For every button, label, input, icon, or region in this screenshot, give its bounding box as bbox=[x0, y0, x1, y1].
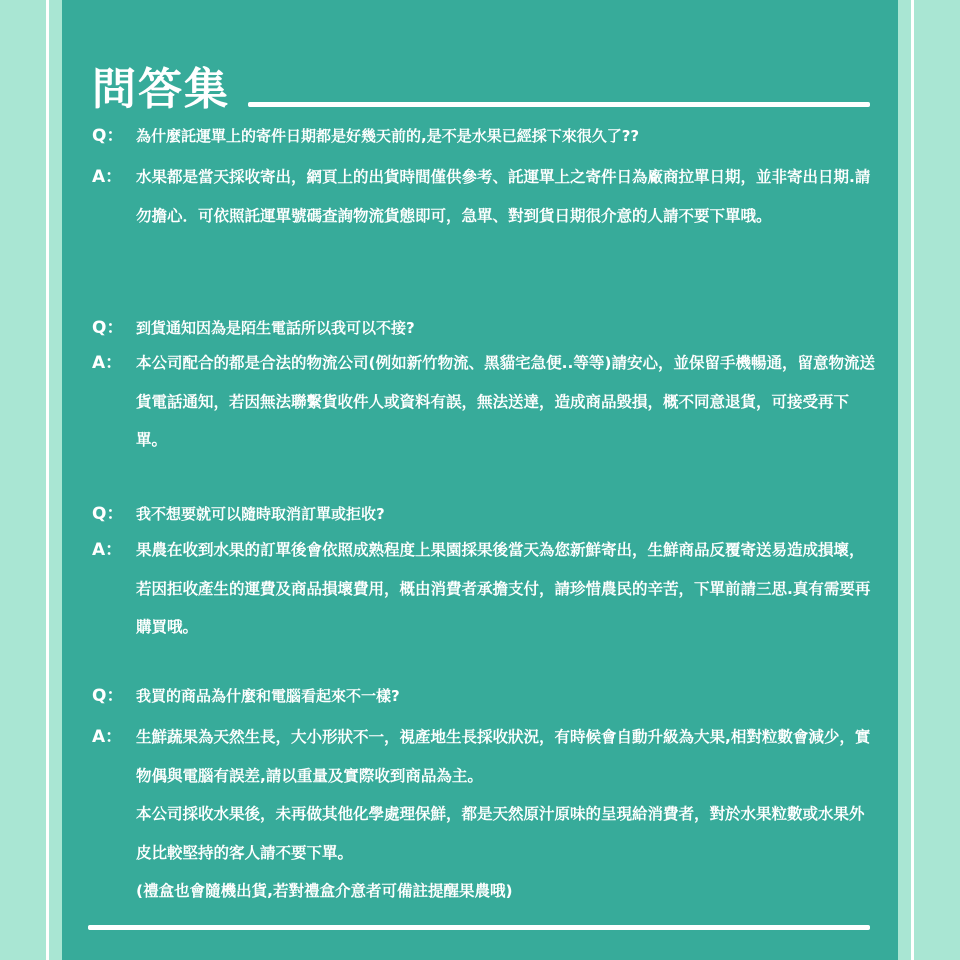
answer-paragraph: 生鮮蔬果為天然生長，大小形狀不一，視產地生長採收狀況，有時候會自動升級為大果,相對粒數會減少，實物偶與電腦有誤差,請以重量及實際收到商品為主。 bbox=[136, 728, 871, 785]
answer-row bbox=[92, 158, 878, 235]
question-label: Q： bbox=[92, 686, 124, 706]
answer-text bbox=[136, 158, 878, 235]
question-text: 我買的商品為什麼和電腦看起來不一樣? bbox=[136, 687, 400, 705]
answer-paragraph: 本公司採收水果後，未再做其他化學處理保鮮，都是天然原汁原味的呈現給消費者，對於水果粒數或水果外皮比較堅持的客人請不要下單。 bbox=[136, 805, 865, 862]
answer-paragraph: 本公司配合的都是合法的物流公司(例如新竹物流、黑貓宅急便..等等)請安心，並保留手機暢通，留意物流送貨電話通知，若因無法聯繫貨收件人或資料有誤，無法送達，造成商品毀損，概不同意退貨，可接受再下單。 bbox=[136, 354, 875, 449]
answer-label: A： bbox=[92, 167, 123, 187]
frame-line-left bbox=[46, 0, 49, 960]
answer-paragraph: (禮盒也會隨機出貨,若對禮盒介意者可備註提醒果農哦) bbox=[136, 882, 513, 900]
answer-label: A： bbox=[92, 727, 123, 747]
answer-paragraph: 果農在收到水果的訂單後會依照成熟程度上果園採果後當天為您新鮮寄出，生鮮商品反覆寄送易造成損壞，若因拒收產生的運費及商品損壞費用，概由消費者承擔支付，請珍惜農民的辛苦，下單前請三思.真有需要再購買哦。 bbox=[136, 541, 871, 636]
answer-text bbox=[136, 531, 878, 647]
bottom-divider bbox=[88, 925, 870, 930]
page-title: 問答集 bbox=[92, 64, 230, 115]
question-text: 為什麼託運單上的寄件日期都是好幾天前的,是不是水果已經採下來很久了?? bbox=[136, 127, 640, 145]
question-label: Q： bbox=[92, 126, 124, 146]
question-label: Q： bbox=[92, 318, 124, 338]
title-underline bbox=[248, 102, 870, 107]
answer-row bbox=[92, 531, 878, 647]
answer-label: A： bbox=[92, 540, 123, 560]
question-row bbox=[92, 117, 878, 155]
question-row bbox=[92, 677, 878, 715]
answer-label: A： bbox=[92, 353, 123, 373]
answer-text bbox=[136, 344, 878, 460]
question-text: 我不想要就可以隨時取消訂單或拒收? bbox=[136, 505, 385, 523]
question-row bbox=[92, 309, 878, 347]
qa-panel bbox=[62, 0, 898, 960]
frame-line-right bbox=[911, 0, 914, 960]
answer-row bbox=[92, 344, 878, 460]
answer-row bbox=[92, 718, 878, 911]
question-text: 到貨通知因為是陌生電話所以我可以不接? bbox=[136, 319, 415, 337]
answer-paragraph: 水果都是當天採收寄出，網頁上的出貨時間僅供參考、託運單上之寄件日為廠商拉單日期，並非寄出日期.請勿擔心．可依照託運單號碼查詢物流貨態即可，急單、對到貨日期很介意的人請不要下單哦。 bbox=[136, 168, 871, 225]
answer-text bbox=[136, 718, 878, 911]
question-label: Q： bbox=[92, 504, 124, 524]
question-row bbox=[92, 495, 878, 533]
